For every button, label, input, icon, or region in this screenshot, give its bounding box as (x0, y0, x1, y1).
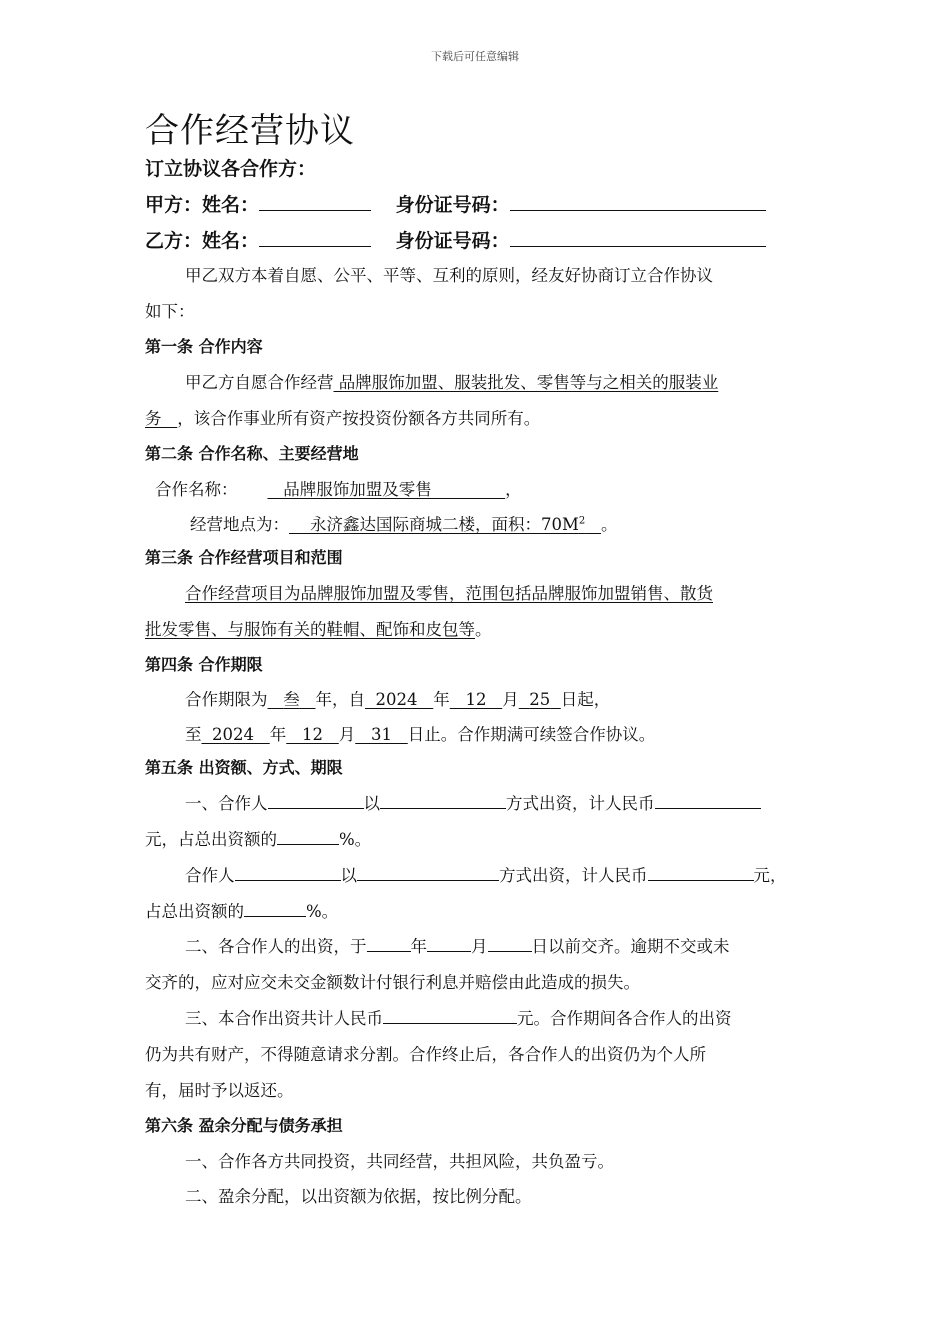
article-1-line-2 (145, 405, 540, 429)
contrib-total-line-1 (185, 1005, 732, 1029)
party-a-id-label: 身份证号码： (395, 194, 510, 216)
article-3-line-1: 合作经营项目为品牌服饰加盟及零售，范围包括品牌服饰加盟销售、散货 (185, 584, 713, 603)
location-fill-text: 永济鑫达国际商城二楼，面积：70M (289, 515, 579, 534)
partner-1-blank (268, 790, 364, 809)
contrib-total-line-2: 仍为共有财产，不得随意请求分割。合作终止后，各合作人的出资仍为个人所 (145, 1045, 706, 1064)
term-text-e: 日起， (560, 690, 611, 709)
contrib-2-text-d: 元， (753, 866, 787, 885)
party-b-name-label: 乙方：姓名： (145, 230, 260, 252)
location-line (190, 511, 618, 535)
intro-line-2: 如下： (145, 302, 195, 321)
location-period: 。 (601, 515, 618, 534)
term-text-d: 月 (502, 690, 519, 709)
coop-name-line (155, 476, 522, 500)
end-day: 31 (371, 725, 392, 744)
total-amount-blank (383, 1005, 517, 1024)
contrib-1-line-1 (185, 790, 761, 814)
term-line-1 (185, 686, 610, 710)
method-1-blank (380, 790, 506, 809)
location-sup: 2 (578, 515, 586, 527)
business-scope-fill-cont: 务 (145, 409, 178, 428)
partner-2-blank (235, 862, 341, 881)
article-1-heading: 第一条 合作内容 (145, 337, 263, 356)
party-b-name-blank (259, 228, 371, 247)
term-text-h: 月 (338, 725, 356, 744)
article-1-line-1 (185, 369, 718, 393)
parties-heading: 订立协议各合作方： (145, 158, 317, 180)
article-3-period: 。 (475, 620, 492, 639)
deadline-text-b: 年 (410, 937, 427, 956)
deadline-year-blank (367, 933, 411, 952)
coop-name-fill: 品牌服饰加盟及零售 (267, 480, 506, 499)
article-3-line-2-text: 批发零售、与服饰有关的鞋帽、配饰和皮包等 (145, 620, 475, 639)
contrib-1-text-c: 方式出资，计人民币 (506, 794, 655, 813)
contrib-2-line-2 (145, 898, 338, 922)
contrib-1-text-e: %。 (339, 830, 372, 849)
coop-name-comma: ， (505, 480, 522, 499)
start-year: 2024 (375, 690, 418, 709)
document-title: 合作经营协议 (145, 111, 355, 151)
article-6-heading: 第六条 盈余分配与债务承担 (145, 1116, 343, 1135)
contrib-1-text-d: 元，占总出资额的 (145, 830, 277, 849)
contrib-1-text-b: 以 (363, 794, 380, 813)
article-1-text: 甲乙方自愿合作经营 (185, 373, 334, 392)
party-a-name-label: 甲方：姓名： (145, 194, 260, 216)
article-1-text-2: ，该合作事业所有资产按投资份额各方共同所有。 (177, 409, 541, 428)
contrib-deadline-line-1 (185, 933, 730, 957)
total-text-b: 元。合作期间各合作人的出资 (517, 1009, 732, 1028)
end-month: 12 (302, 725, 323, 744)
total-text-a: 三、本合作出资共计人民币 (185, 1009, 383, 1028)
location-fill (289, 515, 601, 534)
amount-1-blank (655, 790, 761, 809)
term-text-c: 年 (433, 690, 450, 709)
contrib-2-text-b: 以 (340, 866, 357, 885)
term-text-g: 年 (269, 725, 287, 744)
start-month: 12 (465, 690, 487, 709)
term-years: 叁 (283, 690, 300, 709)
contrib-2-text-c: 方式出资，计人民币 (499, 866, 648, 885)
contrib-2-line-1 (185, 862, 787, 886)
intro-line-1: 甲乙双方本着自愿、公平、平等、互利的原则，经友好协商订立合作协议 (185, 266, 713, 285)
party-b-id-label: 身份证号码： (395, 230, 510, 252)
deadline-day-blank (488, 933, 532, 952)
term-text-f: 至 (185, 725, 202, 744)
method-2-blank (357, 862, 499, 881)
percent-1-blank (277, 826, 339, 845)
term-text-i: 日止。合作期满可续签合作协议。 (407, 725, 656, 744)
term-line-2 (185, 721, 655, 745)
contrib-2-text-e: 占总出资额的 (145, 902, 244, 921)
contrib-deadline-line-2: 交齐的，应对应交未交金额数计付银行利息并赔偿由此造成的损失。 (145, 973, 640, 992)
contrib-2-text-f: %。 (306, 902, 339, 921)
end-year: 2024 (212, 725, 254, 744)
party-b-line (145, 226, 766, 253)
profit-line-1: 一、合作各方共同投资，共同经营，共担风险，共负盈亏。 (185, 1152, 614, 1171)
business-scope-fill: 品牌服饰加盟、服装批发、零售等与之相关的服装业 (333, 373, 719, 392)
article-4-heading: 第四条 合作期限 (145, 655, 263, 674)
party-b-id-blank (510, 228, 766, 247)
article-5-heading: 第五条 出资额、方式、期限 (145, 758, 343, 777)
contrib-total-line-3: 有，届时予以返还。 (145, 1081, 294, 1100)
term-text-b: 年，自 (315, 690, 365, 709)
article-3-line-2 (145, 616, 492, 640)
amount-2-blank (648, 862, 754, 881)
deadline-text-d: 日以前交齐。逾期不交或未 (531, 937, 730, 956)
coop-name-label: 合作名称： (155, 480, 238, 499)
percent-2-blank (244, 898, 306, 917)
term-text-a: 合作期限为 (185, 690, 268, 709)
contrib-2-text-a: 合作人 (185, 866, 235, 885)
contrib-1-line-2 (145, 826, 371, 850)
deadline-month-blank (427, 933, 471, 952)
party-a-line (145, 190, 766, 217)
party-a-id-blank (510, 192, 766, 211)
article-3-heading: 第三条 合作经营项目和范围 (145, 548, 343, 567)
profit-line-2: 二、盈余分配，以出资额为依据，按比例分配。 (185, 1187, 532, 1206)
party-a-name-blank (259, 192, 371, 211)
page-header: 下载后可任意编辑 (431, 50, 519, 63)
contrib-1-text-a: 一、合作人 (185, 794, 268, 813)
deadline-text-c: 月 (471, 937, 488, 956)
article-2-heading: 第二条 合作名称、主要经营地 (145, 444, 359, 463)
start-day: 25 (529, 690, 551, 709)
location-label: 经营地点为： (190, 515, 289, 534)
deadline-text-a: 二、各合作人的出资，于 (185, 937, 367, 956)
